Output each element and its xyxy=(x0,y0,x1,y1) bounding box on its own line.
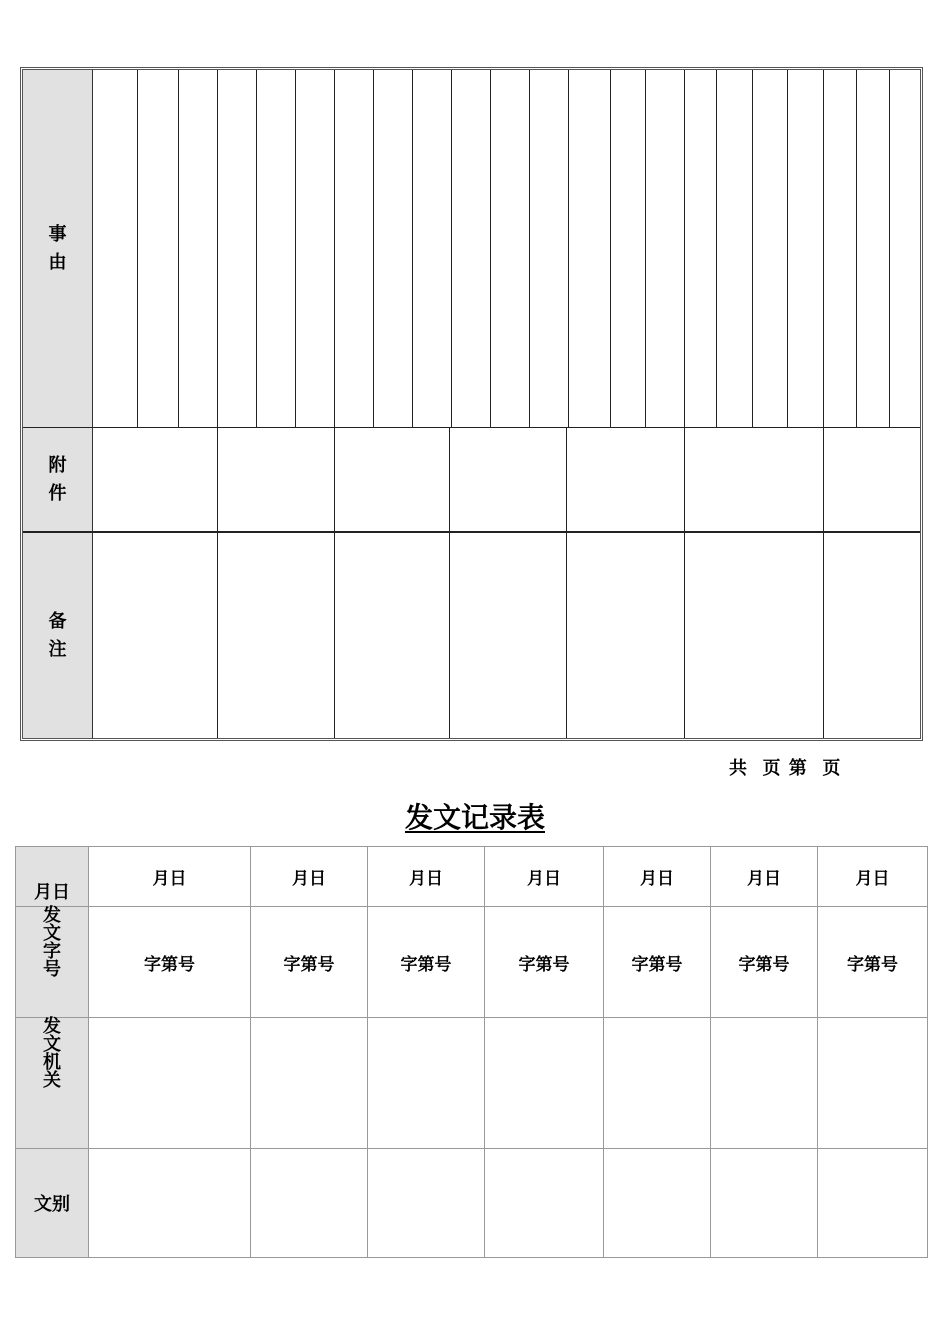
date-cell[interactable]: 月日 xyxy=(368,847,485,907)
doc-number-cell[interactable]: 字第号 xyxy=(604,907,711,1018)
reason-column-divider xyxy=(137,70,138,427)
reason-column-divider xyxy=(568,70,569,427)
doc-number-cell[interactable]: 字第号 xyxy=(711,907,818,1018)
reason-column-divider xyxy=(856,70,857,427)
agency-cell[interactable] xyxy=(711,1018,818,1149)
reason-column-divider xyxy=(529,70,530,427)
doc-number-cell[interactable]: 字第号 xyxy=(485,907,604,1018)
row-label-issuing-agency xyxy=(16,1018,89,1149)
doc-type-cell[interactable] xyxy=(604,1149,711,1258)
attachment-column-divider xyxy=(684,427,685,738)
reason-column-divider xyxy=(684,70,685,427)
doc-number-cell[interactable]: 字第号 xyxy=(251,907,368,1018)
agency-cell[interactable] xyxy=(251,1018,368,1149)
doc-type-cell[interactable] xyxy=(368,1149,485,1258)
reason-column-divider xyxy=(412,70,413,427)
doc-type-row xyxy=(16,1149,928,1258)
date-cell[interactable]: 月日 xyxy=(818,847,928,907)
agency-cell[interactable] xyxy=(818,1018,928,1149)
row-label-doc-number xyxy=(16,907,89,1018)
row-label-reason: 事 由 xyxy=(23,70,93,427)
reason-column-divider xyxy=(610,70,611,427)
agency-cell[interactable] xyxy=(368,1018,485,1149)
row-label-attachment: 附 件 xyxy=(23,427,93,531)
agency-cell[interactable] xyxy=(485,1018,604,1149)
reason-column-divider xyxy=(178,70,179,427)
row-label-date: 月日 xyxy=(16,847,89,907)
doc-number-cell[interactable]: 字第号 xyxy=(89,907,251,1018)
doc-type-cell[interactable] xyxy=(251,1149,368,1258)
doc-type-cell[interactable] xyxy=(711,1149,818,1258)
row-label-issuing-agency-text: 发 文 机 关 xyxy=(43,1016,61,1091)
reason-column-divider xyxy=(787,70,788,427)
page-title xyxy=(0,796,950,836)
reason-column-divider xyxy=(490,70,491,427)
doc-type-cell[interactable] xyxy=(485,1149,604,1258)
agency-cell[interactable] xyxy=(604,1018,711,1149)
date-cell[interactable]: 月日 xyxy=(251,847,368,907)
reason-column-divider xyxy=(716,70,717,427)
reason-column-divider xyxy=(823,70,824,427)
reason-column-divider xyxy=(889,70,890,427)
dispatch-record-table xyxy=(15,846,928,1258)
date-cell[interactable]: 月日 xyxy=(89,847,251,907)
reason-column-divider xyxy=(752,70,753,427)
attachment-column-divider xyxy=(217,427,218,738)
page-title-text: 发文记录表 xyxy=(404,801,545,834)
issuing-agency-row xyxy=(16,1018,928,1149)
date-cell[interactable]: 月日 xyxy=(604,847,711,907)
doc-number-cell[interactable]: 字第号 xyxy=(368,907,485,1018)
doc-number-row xyxy=(16,907,928,1018)
row-label-doc-type: 文别 xyxy=(16,1149,89,1258)
agency-cell[interactable] xyxy=(89,1018,251,1149)
attachment-column-divider xyxy=(823,427,824,738)
reason-column-divider xyxy=(256,70,257,427)
attachment-column-divider xyxy=(566,427,567,738)
date-cell[interactable]: 月日 xyxy=(485,847,604,907)
row-label-doc-number-text: 发 文 字 号 xyxy=(43,905,61,980)
reason-column-divider xyxy=(451,70,452,427)
page-counter: 共 页 第 页 xyxy=(729,758,842,779)
date-row xyxy=(16,847,928,907)
attachment-column-divider xyxy=(334,427,335,738)
reason-column-divider xyxy=(295,70,296,427)
doc-type-cell[interactable] xyxy=(89,1149,251,1258)
reason-column-divider xyxy=(217,70,218,427)
record-table-upper xyxy=(20,67,923,741)
doc-number-cell[interactable]: 字第号 xyxy=(818,907,928,1018)
date-cell[interactable]: 月日 xyxy=(711,847,818,907)
doc-type-cell[interactable] xyxy=(818,1149,928,1258)
row-label-remarks: 备 注 xyxy=(23,531,93,738)
reason-column-divider xyxy=(373,70,374,427)
attachment-column-divider xyxy=(449,427,450,738)
reason-column-divider xyxy=(645,70,646,427)
reason-column-divider xyxy=(334,70,335,427)
